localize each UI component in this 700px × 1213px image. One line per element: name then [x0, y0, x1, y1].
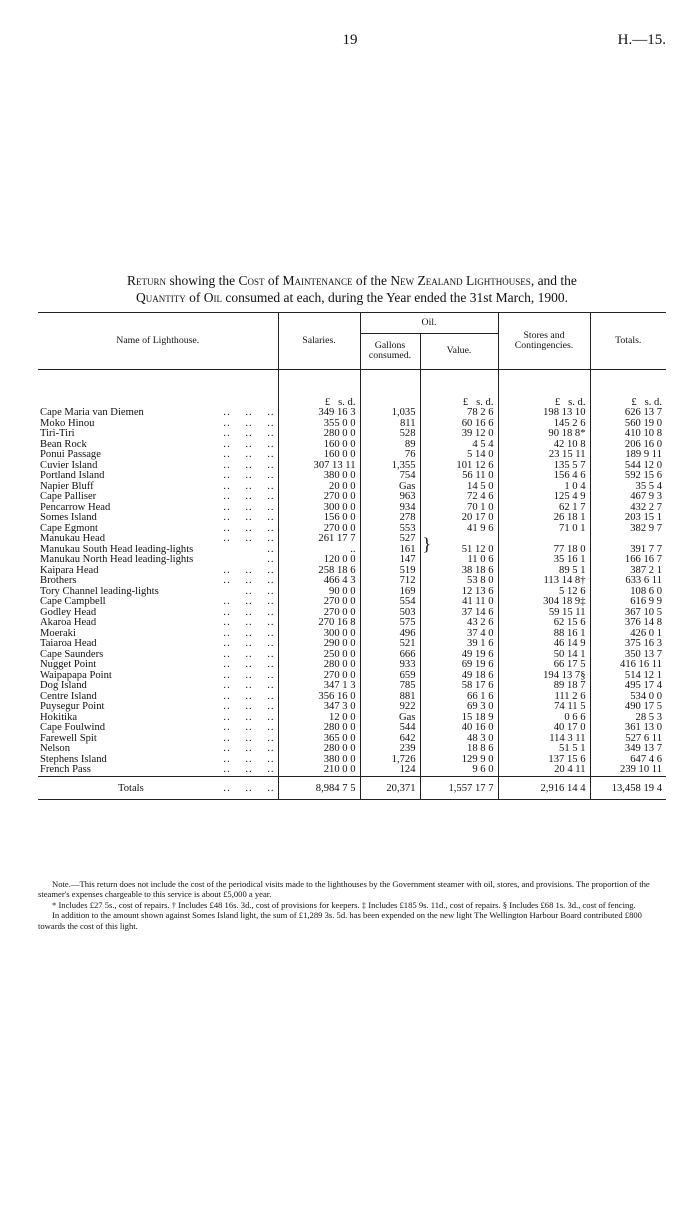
gallons-cell-text: 76: [404, 449, 416, 460]
gallons-cell-text: 528: [399, 428, 416, 439]
totals-cell-text: 495 17 4: [624, 680, 662, 691]
lighthouse-name-cell: Manukau North Head leading-lights ..: [40, 554, 275, 565]
salaries-cell-text: 90 0 0: [329, 585, 356, 597]
salaries-cell-text: 156 0 0: [323, 512, 356, 523]
note-paragraph: In addition to the amount shown against Somes Island light, the sum of £1,289 3s. 5d. has been expended on the new light The Wellington Harbour Board contributed £800 towards the cost of this light.: [38, 910, 642, 931]
totals-cell-text: 350 13 7: [624, 648, 662, 660]
lighthouse-name-cell: Moko Hinou .. .. ..: [40, 417, 275, 429]
title-word: Maintenance: [282, 273, 353, 288]
lighthouse-name: Dog Island: [40, 680, 87, 691]
salaries-cell-text: 210 0 0: [323, 764, 356, 775]
gallons-cell-text: 89: [404, 438, 416, 450]
page-number: 19: [342, 32, 358, 48]
note-paragraph: * Includes £27 5s., cost of repairs. † Includes £48 16s. 3d., cost of provisions for keepers. ‡ Includes £185 9s. 11d., cost of repairs. § Includes £68 1s. 3d., cost of fencing.: [52, 899, 636, 910]
gallons-cell-text: 124: [399, 764, 416, 775]
lighthouse-name-cell: Godley Head .. .. ..: [40, 606, 275, 618]
lighthouse-name-cell: Cape Campbell .. .. ..: [40, 596, 275, 607]
pence-label: d.: [485, 396, 494, 408]
lighthouse-name-cell: Nelson .. .. ..: [40, 743, 275, 754]
salaries-cell-text: 347 3 0: [323, 701, 356, 712]
salaries-cell-text: 380 0 0: [323, 470, 356, 481]
stores-cell-text: 137 15 6: [548, 753, 586, 765]
lighthouse-name-cell: Tory Channel leading-lights .. ..: [40, 585, 275, 597]
lighthouse-name-cell: Tiri-Tiri .. .. ..: [40, 428, 275, 439]
lighthouse-name: Moko Hinou: [40, 417, 95, 429]
stores-cell-text: 1 0 4: [564, 480, 586, 492]
gallons-cell-text: 169: [399, 585, 416, 597]
totals-cell-text: 514 12 1: [624, 669, 662, 681]
lighthouse-name: Cape Maria van Diemen: [40, 407, 144, 418]
gallons-cell-text: 1,035: [391, 407, 416, 418]
gallons-cell-text: 642: [399, 732, 416, 744]
value-cell-text: 60 16 6: [461, 417, 494, 429]
value-cell-text: 20 17 0: [461, 512, 494, 523]
value-cell-text: 53 8 0: [467, 575, 494, 586]
lighthouse-name-cell: Cuvier Island .. .. ..: [40, 459, 275, 471]
lighthouse-name: Cuvier Island: [40, 459, 98, 471]
stores-cell-text: 26 18 1: [553, 512, 586, 523]
lighthouse-name: Farewell Spit: [40, 732, 97, 744]
col-header-value: Value.: [420, 333, 498, 369]
value-cell: [420, 765, 498, 776]
lighthouse-name: Godley Head: [40, 606, 97, 618]
lighthouse-name: Manukau North Head leading-lights: [40, 554, 194, 565]
salaries-cell-text: 270 0 0: [323, 522, 356, 534]
totals-cell-text: 467 9 3: [630, 491, 662, 502]
totals-cell-text: 544 12 0: [624, 459, 662, 471]
title-word: of the: [352, 273, 391, 288]
lighthouse-name-cell: Cape Saunders .. .. ..: [40, 648, 275, 660]
totals-cell-text: 367 10 5: [624, 606, 662, 618]
salaries-cell-text: ..: [350, 543, 356, 555]
gallons-cell-text: 811: [400, 417, 416, 429]
lighthouse-name-cell: Cape Egmont .. .. ..: [40, 522, 275, 534]
stores-cell-text: 23 15 11: [548, 449, 586, 460]
gallons-cell-text: 659: [399, 669, 416, 681]
salaries-cell-text: 280 0 0: [323, 428, 356, 439]
salaries-cell-text: 160 0 0: [323, 449, 356, 460]
lighthouse-name: Manukau Head: [40, 533, 106, 544]
salaries-cell-text: 120 0 0: [323, 554, 356, 565]
value-cell-text: 41 9 6: [467, 522, 494, 534]
stores-cell-text: 62 15 6: [553, 617, 586, 628]
lighthouse-name-cell: Manukau Head .. .. ..: [40, 533, 275, 544]
totals-cell-text: 416 16 11: [620, 659, 662, 670]
totals-cell: [590, 765, 666, 776]
lighthouse-name-cell: Cape Palliser .. .. ..: [40, 491, 275, 502]
lighthouse-name-cell: Taiaroa Head .. .. ..: [40, 638, 275, 649]
stores-cell-text: 42 10 8: [553, 438, 586, 450]
title-word: consumed at each, during the Year ended the 31st March, 1900.: [221, 290, 569, 305]
title-word: Return: [127, 273, 167, 288]
salaries-cell-text: 270 0 0: [323, 596, 356, 607]
salaries-cell-text: 347 1 3: [323, 680, 356, 691]
value-cell: [420, 524, 498, 535]
lighthouse-name: Nelson: [40, 743, 71, 754]
gallons-cell-text: 521: [399, 638, 416, 649]
totals-cell-text: 426 0 1: [630, 627, 662, 639]
stores-cell-text: 71 0 1: [559, 522, 586, 534]
totals-cell-text: 376 14 8: [624, 617, 662, 628]
gallons-cell-text: 503: [399, 606, 416, 618]
value-cell-text: 18 8 6: [467, 743, 494, 754]
totals-salaries: 8,984 7 5: [278, 776, 360, 800]
salaries-cell: [278, 534, 360, 545]
value-cell-text: 14 5 0: [467, 480, 494, 492]
totals-cell-text: 189 9 11: [625, 449, 662, 460]
stores-cell: [498, 765, 590, 776]
totals-cell-text: 349 13 7: [624, 743, 662, 754]
value-cell-text: 39 1 6: [467, 638, 494, 649]
lighthouse-name-cell: Nugget Point .. .. ..: [40, 659, 275, 670]
col-header-stores: Stores and Contingencies.: [498, 313, 590, 369]
lighthouse-name-cell: Hokitika .. .. ..: [40, 711, 275, 723]
value-cell-text: 41 11 0: [462, 596, 494, 607]
stores-cell-text: 111 2 6: [554, 690, 586, 702]
salaries-cell-text: 380 0 0: [323, 753, 356, 765]
col-header-gallons: Gallons consumed.: [360, 333, 420, 369]
stores-cell-text: 135 5 7: [553, 459, 586, 471]
value-cell-text: 129 9 0: [461, 753, 494, 765]
value-cell-text: 69 3 0: [467, 701, 494, 712]
salaries-cell-text: 290 0 0: [323, 638, 356, 649]
lighthouse-name-cell: Puysegur Point .. .. ..: [40, 701, 275, 712]
value-cell-text: 58 17 6: [461, 680, 494, 691]
value-cell-text: 72 4 6: [467, 491, 494, 502]
lighthouse-name: Taiaroa Head: [40, 638, 97, 649]
col-header-oil: Oil.: [360, 313, 498, 333]
lighthouse-name: French Pass: [40, 764, 91, 775]
shillings-label: s.: [644, 396, 652, 408]
lighthouse-name-cell: French Pass .. .. ..: [40, 764, 275, 775]
gallons-cell-text: 553: [399, 522, 416, 534]
lighthouse-name: Cape Egmont: [40, 522, 98, 534]
totals-cell-text: 382 9 7: [630, 522, 662, 534]
stores-cell-text: 125 4 9: [553, 491, 586, 502]
value-cell-text: 12 13 6: [461, 585, 494, 597]
totals-cell: [590, 524, 666, 535]
pence-label: d.: [654, 396, 662, 408]
stores-cell-text: 198 13 10: [543, 407, 586, 418]
lighthouse-name: Stephens Island: [40, 753, 107, 765]
footnotes: [38, 879, 666, 931]
lighthouse-name-cell: Ponui Passage .. .. ..: [40, 449, 275, 460]
return-title: [38, 272, 666, 306]
lighthouse-name: Bean Rock: [40, 438, 87, 450]
gallons-cell-text: 161: [399, 543, 416, 555]
table-row: [38, 765, 666, 776]
totals-cell-text: 633 6 11: [625, 575, 662, 586]
shillings-label: s.: [476, 396, 483, 408]
value-cell-text: 70 1 0: [467, 501, 494, 513]
lighthouse-name: Cape Foulwind: [40, 722, 106, 733]
totals-cell-text: 166 16 7: [624, 554, 662, 565]
stores-cell-text: 194 13 7§: [543, 669, 586, 681]
shillings-label: s.: [338, 396, 345, 408]
lighthouse-name: Tiri-Tiri: [40, 428, 75, 439]
stores-cell-text: 74 11 5: [554, 701, 586, 712]
totals-cell-text: 626 13 7: [624, 407, 662, 418]
gallons-cell-text: 754: [399, 470, 416, 481]
salaries-cell-text: 355 0 0: [323, 417, 356, 429]
stores-cell-text: 113 14 8†: [543, 575, 586, 586]
gallons-cell-text: 575: [399, 617, 416, 628]
salaries-cell-text: 300 0 0: [323, 627, 356, 639]
totals-cell-text: 391 7 7: [630, 543, 662, 555]
salaries-cell-text: 356 16 0: [318, 690, 356, 702]
totals-label: Totals: [118, 782, 144, 794]
pound-sign: £: [462, 396, 469, 408]
totals-cell-text: 108 6 0: [630, 585, 662, 597]
totals-cell-text: 647 4 6: [630, 753, 662, 765]
salaries-cell-text: 20 0 0: [329, 480, 356, 492]
lighthouse-name-cell: Kaipara Head .. .. ..: [40, 564, 275, 576]
stores-cell-text: 304 18 9‡: [543, 596, 586, 607]
col-header-salaries: Salaries.: [278, 313, 360, 369]
gallons-cell-text: 712: [399, 575, 416, 586]
lighthouse-name-cell: Bean Rock .. .. ..: [40, 438, 275, 450]
totals-cell-text: 35 5 4: [635, 480, 662, 492]
stores-cell-text: 77 18 0: [553, 543, 586, 555]
gallons-cell-text: 1,355: [391, 459, 416, 471]
gallons-cell-text: 933: [399, 659, 416, 670]
value-cell-text: 38 18 6: [461, 564, 494, 576]
lighthouse-name: Cape Palliser: [40, 491, 97, 502]
gallons-cell-text: 1,726: [391, 753, 416, 765]
gallons-cell-text: 785: [399, 680, 416, 691]
lighthouse-name: Cape Campbell: [40, 596, 106, 607]
stores-cell-text: 88 16 1: [553, 627, 586, 639]
stores-cell-text: 20 4 11: [554, 764, 586, 775]
lighthouse-name: Waipapapa Point: [40, 669, 112, 681]
lighthouse-name: Nugget Point: [40, 659, 97, 670]
pound-sign: £: [324, 396, 331, 408]
stores-cell-text: 90 18 8*: [548, 428, 586, 439]
stores-cell-text: 114 3 11: [549, 732, 586, 744]
stores-cell-text: 66 17 5: [553, 659, 586, 670]
value-cell-text: 49 19 6: [461, 648, 494, 660]
value-cell-text: 9 6 0: [472, 764, 494, 775]
gallons-cell-text: 278: [399, 512, 416, 523]
document-reference: H.—15.: [617, 32, 666, 48]
salaries-cell-text: 160 0 0: [323, 438, 356, 450]
lighthouse-cost-table: [38, 312, 666, 800]
value-cell-text: 69 19 6: [461, 659, 494, 670]
gallons-cell-text: 666: [399, 648, 416, 660]
lighthouse-name-cell: Somes Island .. .. ..: [40, 512, 275, 523]
salaries-cell-text: 270 16 8: [318, 617, 356, 628]
totals-cell-text: 616 9 9: [630, 596, 662, 607]
title-word: Quantity: [135, 290, 186, 305]
stores-cell-text: 59 15 11: [548, 606, 586, 618]
totals-cell-text: 203 15 1: [624, 512, 662, 523]
salaries-cell-text: 270 0 0: [323, 606, 356, 618]
value-cell-text: 40 16 0: [461, 722, 494, 733]
salaries-cell-text: 466 4 3: [323, 575, 356, 586]
lighthouse-name: Manukau South Head leading-lights: [40, 543, 194, 555]
totals-row: Totals .. .. .. 8,984 7 5 20,371 1,557 17 7 2,916 14 4 13,458 19 4: [38, 776, 666, 800]
lighthouse-name-cell: Stephens Island .. .. ..: [40, 753, 275, 765]
lighthouse-name-cell: Cape Foulwind .. .. ..: [40, 722, 275, 733]
stores-cell-text: 50 14 1: [553, 648, 586, 660]
value-cell-text: 43 2 6: [467, 617, 494, 628]
title-word: of: [185, 290, 204, 305]
pound-sign: £: [554, 396, 561, 408]
title-word: of: [264, 273, 283, 288]
totals-cell-text: 387 2 1: [630, 564, 662, 576]
gallons-cell-text: 881: [399, 690, 416, 702]
value-cell-text: 49 18 6: [461, 669, 494, 681]
salaries-cell-text: 307 13 11: [313, 459, 356, 471]
lighthouse-name-cell: Manukau South Head leading-lights ..: [40, 543, 275, 555]
title-word: showing the: [166, 273, 239, 288]
lighthouse-name-cell: Akaroa Head .. .. ..: [40, 617, 275, 628]
totals-cell-text: 527 6 11: [625, 732, 662, 744]
totals-cell-text: 361 13 0: [624, 722, 662, 733]
lighthouse-name-cell: Pencarrow Head .. .. ..: [40, 501, 275, 513]
salaries-cell-text: 280 0 0: [323, 722, 356, 733]
value-cell-text: 15 18 9: [461, 711, 494, 723]
lighthouse-name-cell: Dog Island .. .. ..: [40, 680, 275, 691]
shillings-label: s.: [568, 396, 575, 408]
totals-cell-text: 239 10 11: [620, 764, 662, 775]
totals-cell-text: 534 0 0: [630, 690, 662, 702]
gallons-cell-text: 544: [399, 722, 416, 733]
salaries-cell-text: 270 0 0: [323, 669, 356, 681]
value-cell-text: 37 14 6: [461, 606, 494, 618]
lighthouse-name: Napier Bluff: [40, 480, 94, 492]
value-cell-text: 4 5 4: [472, 438, 494, 450]
stores-cell-text: 51 5 1: [559, 743, 586, 754]
salaries-cell-text: 280 0 0: [323, 659, 356, 670]
totals-totals: 13,458 19 4: [590, 776, 666, 800]
gallons-cell-text: 239: [399, 743, 416, 754]
value-cell-text: 78 2 6: [467, 407, 494, 418]
stores-cell-text: 89 5 1: [559, 564, 586, 576]
lighthouse-name-cell: Portland Island .. .. ..: [40, 470, 275, 481]
col-header-name: Name of Lighthouse.: [116, 334, 200, 346]
totals-cell-text: 375 16 3: [624, 638, 662, 649]
salaries-cell-text: 250 0 0: [323, 648, 356, 660]
stores-cell-text: 62 1 7: [559, 501, 586, 513]
lighthouse-name-cell: Centre Island .. .. ..: [40, 690, 275, 702]
totals-cell-text: 432 2 7: [630, 501, 662, 513]
value-cell-text: 56 11 0: [462, 470, 494, 481]
gallons-cell-text: 147: [399, 554, 416, 565]
col-header-totals: Totals.: [590, 313, 666, 369]
stores-cell-text: 46 14 9: [553, 638, 586, 649]
stores-cell-text: 5 12 6: [559, 585, 586, 597]
salaries-cell: [278, 765, 360, 776]
lighthouse-name: Centre Island: [40, 690, 97, 702]
stores-cell-text: 40 17 0: [553, 722, 586, 733]
lighthouse-name-cell: Napier Bluff .. .. ..: [40, 480, 275, 492]
stores-cell-text: 0 6 6: [564, 711, 586, 723]
stores-cell-text: 145 2 6: [553, 417, 586, 429]
stores-cell-text: 89 18 7: [553, 680, 586, 691]
note-paragraph: Note.—This return does not include the cost of the periodical visits made to the lighthouses by the Government steamer with oil, stores, and provisions. The proportion of the steamer's expenses chargeable to this service is about £5,000 a year.: [38, 879, 650, 900]
lighthouse-name: Tory Channel leading-lights: [40, 585, 159, 597]
gallons-cell-text: 934: [399, 501, 416, 513]
value-cell-text: 48 3 0: [467, 732, 494, 744]
brace-mark: }: [422, 533, 432, 554]
salaries-cell-text: 258 18 6: [318, 564, 356, 576]
totals-cell-text: 410 10 8: [624, 428, 662, 439]
value-cell-text: 11 0 6: [467, 554, 494, 565]
pence-label: d.: [347, 396, 356, 408]
totals-value: 1,557 17 7: [420, 776, 498, 800]
lighthouse-name-cell: Moeraki .. .. ..: [40, 627, 275, 639]
value-cell-text: 66 1 6: [467, 690, 494, 702]
pence-label: d.: [577, 396, 586, 408]
lighthouse-name: Ponui Passage: [40, 449, 101, 460]
totals-cell-text: 28 5 3: [635, 711, 662, 723]
title-word: , and the: [530, 273, 577, 288]
gallons-cell-text: Gas: [399, 711, 416, 723]
lighthouse-name: Cape Saunders: [40, 648, 104, 660]
value-cell-text: 39 12 0: [461, 428, 494, 439]
gallons-cell-text: 554: [399, 596, 416, 607]
salaries-cell-text: 300 0 0: [323, 501, 356, 513]
title-word: New Zealand Lighthouses: [390, 273, 531, 288]
gallons-cell-text: 496: [399, 627, 416, 639]
salaries-cell-text: 12 0 0: [329, 711, 356, 723]
lighthouse-name-cell: Brothers .. .. ..: [40, 575, 275, 586]
lighthouse-name-cell: Farewell Spit .. .. ..: [40, 732, 275, 744]
lighthouse-name: Brothers: [40, 575, 77, 586]
stores-cell-text: 156 4 6: [553, 470, 586, 481]
lighthouse-name: Puysegur Point: [40, 701, 105, 712]
totals-stores: 2,916 14 4: [498, 776, 590, 800]
salaries-cell-text: 270 0 0: [323, 491, 356, 502]
value-cell-text: 5 14 0: [467, 449, 494, 460]
totals-gallons: 20,371: [360, 776, 420, 800]
lighthouse-name: Portland Island: [40, 470, 105, 481]
value-cell-text: 51 12 0: [461, 543, 494, 555]
lighthouse-name-cell: Cape Maria van Diemen .. .. ..: [40, 407, 275, 418]
totals-cell-text: 206 16 0: [624, 438, 662, 450]
lighthouse-name: Pencarrow Head: [40, 501, 111, 513]
salaries-cell-text: 349 16 3: [318, 407, 356, 418]
gallons-cell-text: Gas: [399, 480, 416, 492]
gallons-cell-text: 922: [399, 701, 416, 712]
lighthouse-name: Moeraki: [40, 627, 76, 639]
totals-cell-text: 560 19 0: [624, 417, 662, 429]
title-word: Oil: [203, 290, 222, 305]
salaries-cell-text: 261 17 7: [318, 533, 356, 544]
gallons-cell-text: 519: [399, 564, 416, 576]
value-cell-text: 37 4 0: [467, 627, 494, 639]
gallons-cell-text: 963: [399, 491, 416, 502]
lighthouse-name-cell: Waipapapa Point .. .. ..: [40, 669, 275, 681]
pound-sign: £: [631, 396, 637, 408]
title-word: Cost: [238, 273, 265, 288]
salaries-cell-text: 280 0 0: [323, 743, 356, 754]
lighthouse-name: Somes Island: [40, 512, 97, 523]
lighthouse-name: Hokitika: [40, 711, 78, 723]
stores-cell-text: 35 16 1: [553, 554, 586, 565]
salaries-cell-text: 365 0 0: [323, 732, 356, 744]
totals-cell-text: 490 17 5: [624, 701, 662, 712]
lighthouse-name: Kaipara Head: [40, 564, 99, 576]
stores-cell: [498, 524, 590, 535]
gallons-cell-text: 527: [399, 533, 416, 544]
totals-cell-text: 592 15 6: [624, 470, 662, 481]
lighthouse-name: Akaroa Head: [40, 617, 97, 628]
gallons-cell: [360, 765, 420, 776]
value-cell-text: 101 12 6: [456, 459, 494, 471]
